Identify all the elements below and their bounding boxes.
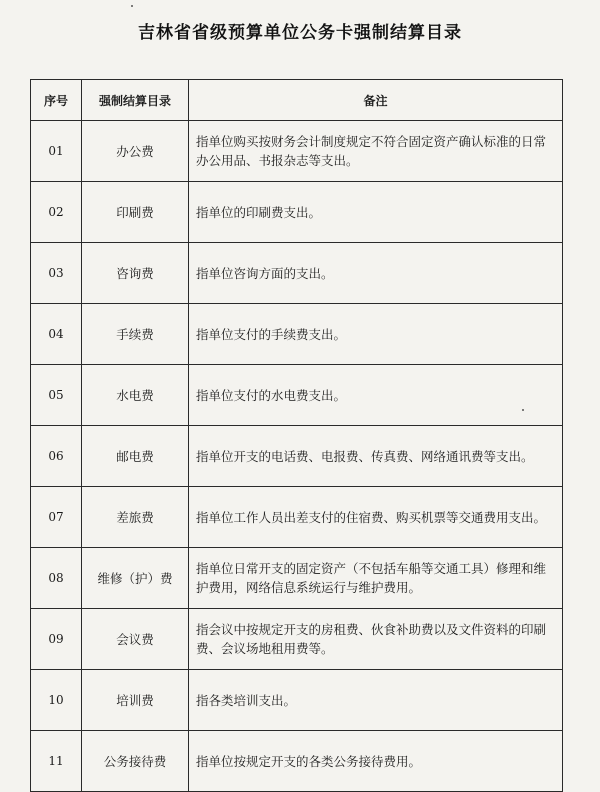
row-no: 07 — [31, 487, 82, 548]
row-no: 04 — [31, 304, 82, 365]
table-row — [31, 487, 563, 548]
row-note: 指单位支付的手续费支出。 — [189, 304, 563, 365]
speck — [131, 5, 133, 7]
row-item: 邮电费 — [82, 426, 189, 487]
row-item: 印刷费 — [82, 182, 189, 243]
table-row — [31, 365, 563, 426]
catalog-table — [30, 79, 563, 792]
row-no: 01 — [31, 121, 82, 182]
row-item: 水电费 — [82, 365, 189, 426]
row-item: 公务接待费 — [82, 731, 189, 792]
table-row — [31, 426, 563, 487]
header-item: 强制结算目录 — [82, 80, 189, 121]
row-item: 差旅费 — [82, 487, 189, 548]
row-no: 05 — [31, 365, 82, 426]
table-row — [31, 731, 563, 792]
table-row — [31, 609, 563, 670]
table-row — [31, 304, 563, 365]
row-note: 指单位按规定开支的各类公务接待费用。 — [189, 731, 563, 792]
row-item: 维修（护）费 — [82, 548, 189, 609]
row-note: 指各类培训支出。 — [189, 670, 563, 731]
row-no: 09 — [31, 609, 82, 670]
header-note: 备注 — [189, 80, 563, 121]
row-item: 会议费 — [82, 609, 189, 670]
row-note: 指会议中按规定开支的房租费、伙食补助费以及文件资料的印刷费、会议场地租用费等。 — [189, 609, 563, 670]
row-no: 02 — [31, 182, 82, 243]
table-row — [31, 670, 563, 731]
row-item: 办公费 — [82, 121, 189, 182]
table-row — [31, 548, 563, 609]
row-no: 06 — [31, 426, 82, 487]
row-note: 指单位工作人员出差支付的住宿费、购买机票等交通费用支出。 — [189, 487, 563, 548]
header-no: 序号 — [31, 80, 82, 121]
table-row — [31, 243, 563, 304]
row-no: 11 — [31, 731, 82, 792]
table-header-row — [31, 80, 563, 121]
row-no: 08 — [31, 548, 82, 609]
row-item: 咨询费 — [82, 243, 189, 304]
row-item: 手续费 — [82, 304, 189, 365]
row-no: 10 — [31, 670, 82, 731]
row-item: 培训费 — [82, 670, 189, 731]
row-note: 指单位购买按财务会计制度规定不符合固定资产确认标准的日常办公用品、书报杂志等支出。 — [189, 121, 563, 182]
row-no: 03 — [31, 243, 82, 304]
page-title: 吉林省省级预算单位公务卡强制结算目录 — [138, 23, 462, 43]
row-note: 指单位咨询方面的支出。 — [189, 243, 563, 304]
table-row — [31, 121, 563, 182]
row-note: 指单位开支的电话费、电报费、传真费、网络通讯费等支出。 — [189, 426, 563, 487]
row-note: 指单位日常开支的固定资产（不包括车船等交通工具）修理和维护费用，网络信息系统运行与维护费用。 — [189, 548, 563, 609]
row-note: 指单位的印刷费支出。 — [189, 182, 563, 243]
table-row — [31, 182, 563, 243]
row-note: 指单位支付的水电费支出。 — [189, 365, 563, 426]
